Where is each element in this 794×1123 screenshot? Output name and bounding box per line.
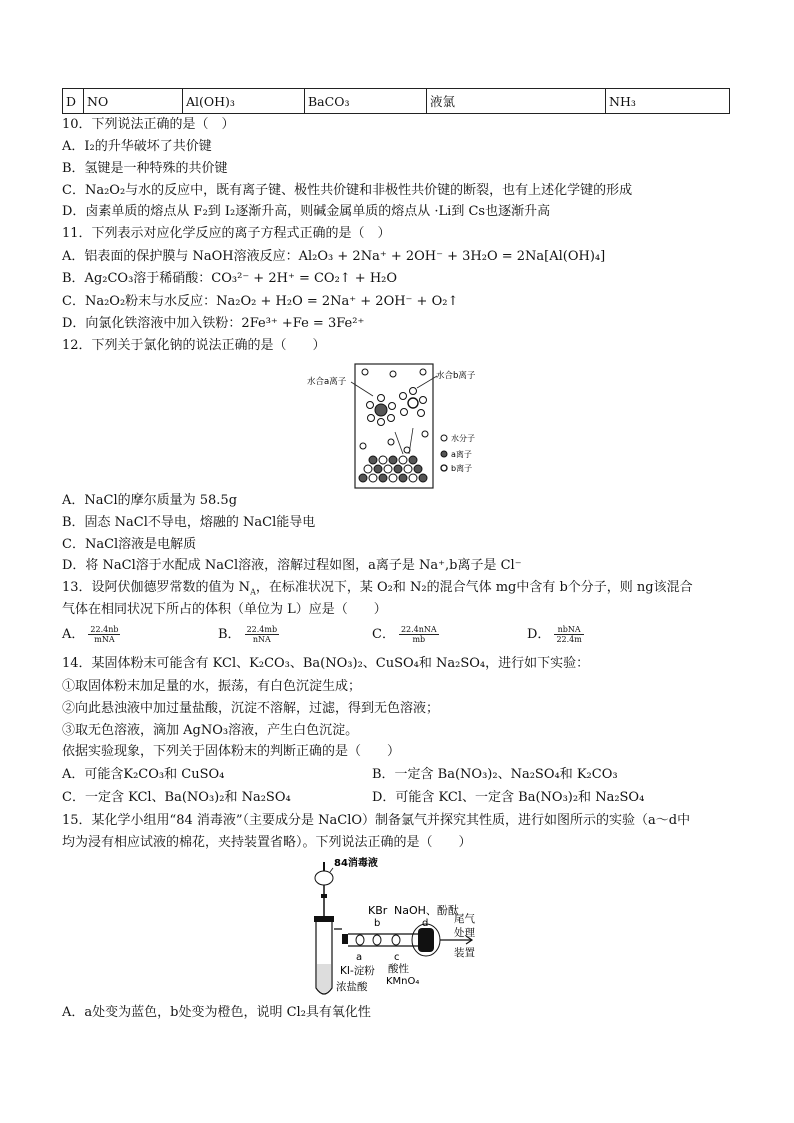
q14-step-3: ③取无色溶液，滴加 AgNO₃溶液，产生白色沉淀。	[62, 723, 359, 738]
label-naoh-phenolphthalein: NaOH、酚酞	[394, 904, 459, 917]
q11-option-b: B．Ag₂CO₃溶于稀硝酸：CO₃²⁻ + 2H⁺ = CO₂↑ + H₂O	[62, 271, 398, 286]
label-conc-hcl: 浓盐酸	[336, 981, 368, 993]
label-kmno4: KMnO₄	[386, 976, 420, 987]
legend-a-ion: a离子	[451, 450, 472, 459]
q13-option-d: D． $\frac{\text{nbNA}}{22.4m}$	[527, 625, 582, 644]
label-c: c	[394, 952, 400, 963]
q10-option-c: C．Na₂O₂与水的反应中，既有离子键、极性共价键和非极性共价键的断裂，也有上述化学键的形成	[62, 183, 633, 198]
label-tail-2: 处理	[454, 927, 475, 939]
cotton-d	[418, 928, 434, 952]
label-tail-1: 尾气	[454, 913, 475, 925]
q13-stem-line2: 气体在相同状况下所占的体积（单位为 L）应是（ ）	[62, 602, 387, 617]
q12-option-a: A．NaCl的摩尔质量为 58.5g	[62, 493, 238, 508]
q12-option-d: D．将 NaCl溶于水配成 NaCl溶液，溶解过程如图，a离子是 Na⁺,b离子是 Cl⁻	[62, 558, 522, 573]
table-cell: NH₃	[606, 89, 730, 114]
q14-step-1: ①取固体粉末加足量的水，振荡，有白色沉淀生成；	[62, 679, 362, 694]
label-a: a	[356, 952, 363, 963]
hydrated-a-ion	[367, 395, 396, 426]
option-table	[62, 88, 730, 114]
q14-step-2: ②向此悬浊液中加过量盐酸，沉淀不溶解，过滤，得到无色溶液；	[62, 701, 440, 716]
q15-stem-line1: 15．某化学小组用“84 消毒液”（主要成分是 NaClO）制备氯气并探究其性质，进行如图所示的实验（a～d中	[62, 813, 691, 828]
q10-stem: 10．下列说法正确的是（ ）	[62, 117, 235, 132]
label-hydrated-b: 水合b离子	[436, 371, 476, 381]
label-84-solution: 84消毒液	[334, 858, 378, 869]
legend-b-ion: b离子	[451, 464, 473, 473]
q11-option-a: A．铝表面的保护膜与 NaOH溶液反应：Al₂O₃ + 2Na⁺ + 2OH⁻ + 3H₂O = 2Na[Al(OH)₄]	[62, 249, 606, 264]
q10-option-a: A．I₂的升华破坏了共价键	[62, 139, 212, 154]
nacl-crystal	[359, 456, 427, 482]
legend-water: 水分子	[451, 434, 475, 443]
q15-option-a: A．a处变为蓝色，b处变为橙色，说明 Cl₂具有氧化性	[62, 1005, 371, 1020]
chlorine-apparatus-figure	[300, 856, 500, 1002]
nacl-dissolution-figure	[305, 358, 495, 490]
q14-stem: 14．某固体粉末可能含有 KCl、K₂CO₃、Ba(NO₃)₂、CuSO₄和 Na₂SO₄，进行如下实验：	[62, 656, 590, 671]
label-ki-starch: KI-淀粉	[340, 965, 375, 977]
label-kbr: KBr	[368, 904, 388, 917]
q13-option-c: C． $\frac{\text{22.4nNA}}{mb}$	[372, 625, 437, 644]
label-acidic: 酸性	[388, 963, 409, 975]
q11-stem: 11．下列表示对应化学反应的离子方程式正确的是（ ）	[62, 226, 391, 241]
q10-option-b: B．氢键是一种特殊的共价键	[62, 161, 228, 176]
q13-option-b: B． $\frac{22.4mb}{\text{nNA}}$	[218, 625, 278, 644]
table-row	[63, 89, 730, 114]
table-cell: NO	[84, 89, 183, 114]
q14-option-b: B．一定含 Ba(NO₃)₂、Na₂SO₄和 K₂CO₃	[372, 767, 618, 782]
q14-option-c: C．一定含 KCl、Ba(NO₃)₂和 Na₂SO₄	[62, 790, 291, 805]
q12-option-b: B．固态 NaCl不导电，熔融的 NaCl能导电	[62, 515, 316, 530]
q11-option-c: C．Na₂O₂粉末与水反应：Na₂O₂ + H₂O = 2Na⁺ + 2OH⁻ + O₂↑	[62, 294, 459, 309]
q13-option-a: A． $\frac{22.4nb}{\text{mNA}}$	[62, 625, 119, 644]
q12-stem: 12．下列关于氯化钠的说法正确的是（ ）	[62, 338, 326, 353]
q10-option-d: D．卤素单质的熔点从 F₂到 I₂逐渐升高，则碱金属单质的熔点从 ·Li到 Cs也逐渐升高	[62, 204, 551, 219]
q14-option-d: D．可能含 KCl、一定含 Ba(NO₃)₂和 Na₂SO₄	[372, 790, 645, 805]
label-b: b	[374, 918, 381, 929]
q13-stem-line1: 13．设阿伏伽德罗常数的值为 $N_A$，在标准状况下，某 O₂和 N₂的混合气体 mg中含有 b个分子，则 ng该混合	[62, 580, 693, 597]
table-cell: BaCO₃	[305, 89, 427, 114]
label-hydrated-a: 水合a离子	[307, 377, 347, 387]
q14-option-a: A．可能含K₂CO₃和 CuSO₄	[62, 767, 225, 782]
q14-question: 依据实验现象，下列关于固体粉末的判断正确的是（ ）	[62, 744, 401, 759]
q11-option-d: D．向氯化铁溶液中加入铁粉：2Fe³⁺ +Fe = 3Fe²⁺	[62, 316, 365, 331]
table-cell: 液氯	[427, 89, 606, 114]
stopper	[314, 916, 334, 922]
table-cell: D	[63, 89, 84, 114]
dropping-funnel	[315, 871, 333, 885]
label-tail-3: 装置	[454, 947, 475, 959]
table-cell: Al(OH)₃	[183, 89, 305, 114]
q12-option-c: C．NaCl溶液是电解质	[62, 537, 197, 552]
label-d: d	[422, 918, 429, 929]
hydrated-b-ion	[400, 388, 427, 417]
q15-stem-line2: 均为浸有相应试液的棉花，夹持装置省略）。下列说法正确的是（ ）	[62, 835, 472, 850]
